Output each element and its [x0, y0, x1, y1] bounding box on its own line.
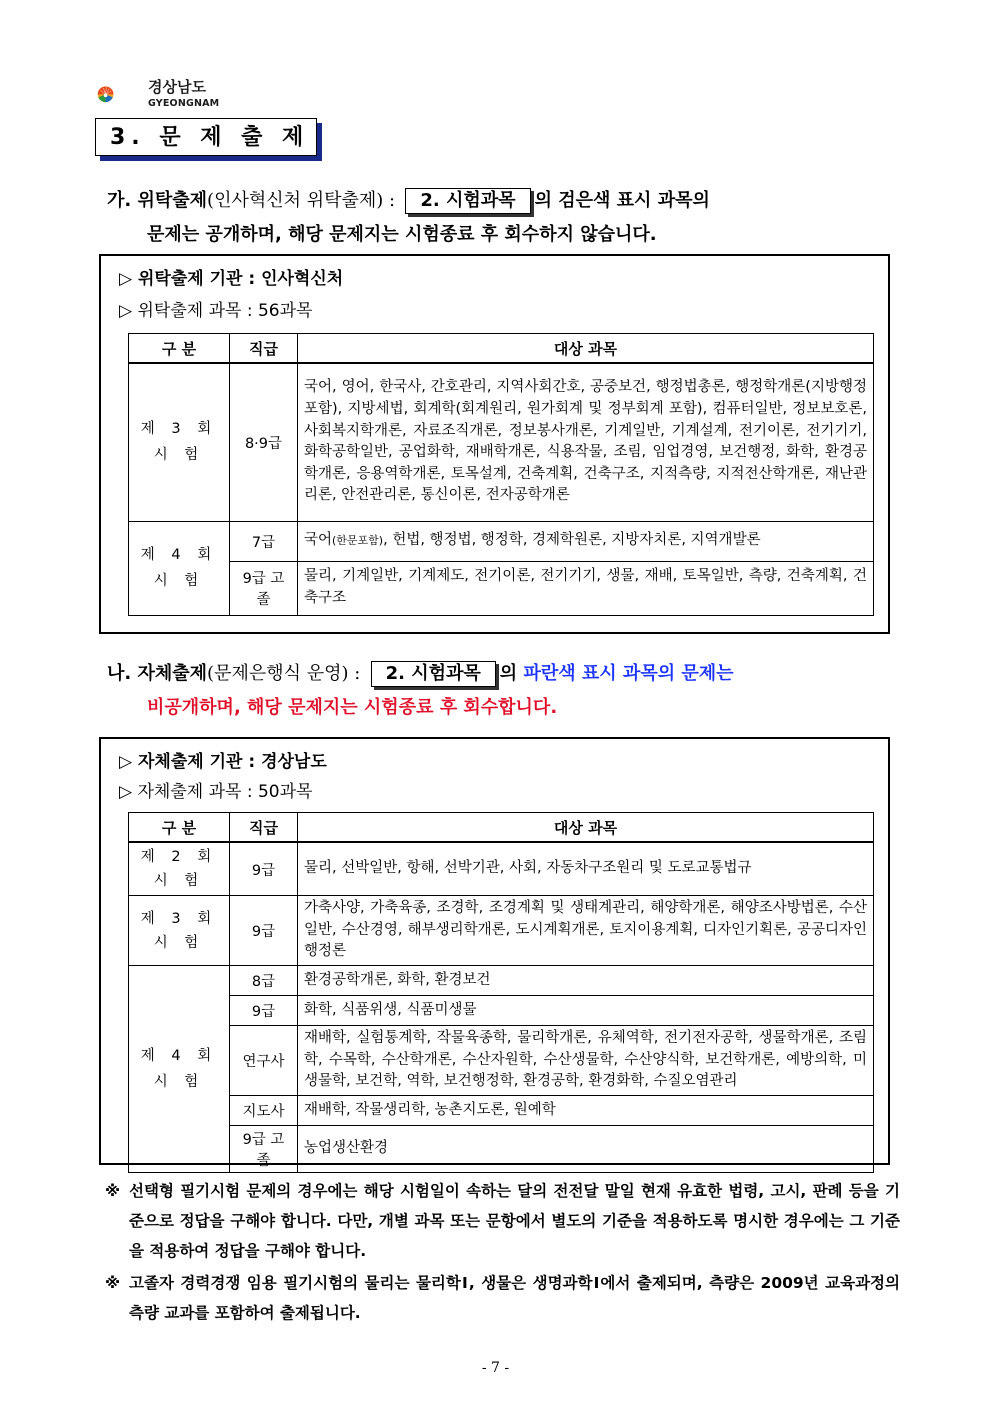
- subjects-cell: 가축사양, 가축육종, 조경학, 조경계획 및 생태계관리, 해양학개론, 해양조사방법론, 수산일반, 수산경영, 해부생리학개론, 도시계획개론, 토지이용계획, 디자인기획론, 공공디자인행정론: [298, 896, 874, 966]
- section-a-frame: [99, 254, 890, 634]
- grade-cell: 8·9급: [230, 363, 298, 521]
- logo-text-english: GYEONGNAM: [148, 98, 220, 109]
- page-number: - 7 -: [481, 1360, 510, 1376]
- section-b-frame: [99, 737, 890, 1169]
- group-cell: 제 4 회 시 험: [129, 521, 230, 615]
- section-b-subject-box: 2. 시험과목: [371, 661, 496, 687]
- subject-text: , 헌법, 행정법, 행정학, 경제학원론, 지방자치론, 지역개발론: [383, 532, 761, 549]
- note-mark: ※: [105, 1274, 121, 1292]
- grade-cell: 지도사: [230, 1096, 298, 1126]
- grade-cell: 8급: [230, 966, 298, 996]
- grade-cell: 9급 고졸: [230, 1126, 298, 1173]
- section-a-count: ▷ 위탁출제 과목 : 56과목: [119, 301, 313, 321]
- subjects-cell: 화학, 식품위생, 식품미생물: [298, 996, 874, 1026]
- group-cell: 제 2 회 시 험: [129, 842, 230, 896]
- table-row: [129, 521, 874, 561]
- subjects-cell: 물리, 기계일반, 기계제도, 전기이론, 전기기기, 생물, 재배, 토목일반, 측량, 건축계획, 건축구조: [298, 561, 874, 615]
- header-subjects: 대상 과목: [298, 813, 874, 843]
- group-cell: 제 4 회 시 험: [129, 966, 230, 1173]
- section-a-agency: ▷ 위탁출제 기관 : 인사혁신처: [119, 269, 344, 289]
- header-division: 구 분: [129, 813, 230, 843]
- table-row: [129, 1096, 874, 1126]
- table-row: [129, 1026, 874, 1096]
- section-a-paren: (인사혁신처 위탁출제) :: [207, 190, 396, 211]
- grade-cell: 9급: [230, 996, 298, 1026]
- section-b-line2: 비공개하며, 해당 문제지는 시험종료 후 회수합니다.: [147, 697, 558, 718]
- header-grade: 직급: [230, 334, 298, 364]
- note-text: 선택형 필기시험 문제의 경우에는 해당 시험일이 속하는 달의 전전달 말일 현재 유효한 법령, 고시, 판례 등을 기준으로 정답을 구해야 합니다. 다만, 개별 과목 또는 문항에서 별도의 기준을 적용하도록 명시한 경우에는 그 기준을 적용하여 정답을 구해야 합니다.: [129, 1182, 900, 1260]
- table-row: [129, 896, 874, 966]
- header-division: 구 분: [129, 334, 230, 364]
- table-row: [129, 1126, 874, 1173]
- section-b-heading: [107, 657, 897, 725]
- subject-text: 국어: [304, 532, 333, 549]
- group-cell: 제 3 회 시 험: [129, 363, 230, 521]
- section-a-after-box: 의 검은색 표시 과목의: [534, 190, 710, 211]
- grade-cell: 9급: [230, 842, 298, 896]
- section-b-table: [128, 812, 874, 1173]
- header-subjects: 대상 과목: [298, 334, 874, 364]
- subjects-cell: 환경공학개론, 화학, 환경보건: [298, 966, 874, 996]
- logo-text-korean: 경상남도: [148, 78, 206, 96]
- note-text: 고졸자 경력경쟁 임용 필기시험의 물리는 물리학Ⅰ, 생물은 생명과학Ⅰ에서 출제되며, 측량은 2009년 교육과정의 측량 교과를 포함하여 출제됩니다.: [129, 1274, 900, 1322]
- section-title: 3. 문 제 출 제: [95, 118, 317, 156]
- subjects-cell: 재배학, 작물생리학, 농촌지도론, 원예학: [298, 1096, 874, 1126]
- section-b-prefix: 나. 자체출제: [107, 663, 208, 684]
- subjects-cell: [298, 521, 874, 561]
- section-b-paren: (문제은행식 운영) :: [207, 663, 361, 684]
- section-a-prefix: 가. 위탁출제: [107, 190, 208, 211]
- note-mark: ※: [105, 1182, 121, 1200]
- table-row: [129, 966, 874, 996]
- group-cell: 제 3 회 시 험: [129, 896, 230, 966]
- gyeongnam-logo-icon: [97, 70, 147, 118]
- note-1: [105, 1176, 900, 1266]
- header-grade: 직급: [230, 813, 298, 843]
- grade-cell: 9급 고졸: [230, 561, 298, 615]
- table-row: [129, 842, 874, 896]
- subjects-cell: 물리, 선박일반, 항해, 선박기관, 사회, 자동차구조원리 및 도로교통법규: [298, 842, 874, 896]
- section-b-agency: ▷ 자체출제 기관 : 경상남도: [119, 752, 327, 772]
- table-row: [129, 561, 874, 615]
- section-a-subject-box: 2. 시험과목: [405, 188, 530, 214]
- section-a-table: [128, 333, 874, 616]
- section-b-count: ▷ 자체출제 과목 : 50과목: [119, 782, 313, 802]
- section-a-heading: [107, 184, 897, 252]
- subjects-cell: 국어, 영어, 한국사, 간호관리, 지역사회간호, 공중보건, 행정법총론, 행정학개론(지방행정 포함), 지방세법, 회계학(회계원리, 원가회계 및 정부회계 포함), 컴퓨터일반, 정보보호론, 사회복지학개론, 자료조직개론, 정보봉사개론, 기계일반, 기계설계, 전기이론, 전기기기, 화학공학일반, 공업화학, 재배학개론, 식용작물, 조림, 임업경영, 보건행정, 화학, 환경공학개론, 응용역학개론, 토목설계, 건축계획, 건축구조, 지적측량, 지적전산학개론, 재난관리론, 안전관리론, 통신이론, 전자공학개론: [298, 363, 874, 521]
- table-row: [129, 363, 874, 521]
- section-b-after-box: 의: [499, 663, 524, 684]
- grade-cell: 연구사: [230, 1026, 298, 1096]
- subjects-cell: 재배학, 실험통계학, 작물육종학, 물리학개론, 유체역학, 전기전자공학, 생물학개론, 조림학, 수목학, 수산학개론, 수산자원학, 수산생물학, 수산양식학, 보건학개론, 예방의학, 미생물학, 보건학, 역학, 보건행정학, 환경공학, 환경화학, 수질오염관리: [298, 1026, 874, 1096]
- section-b-blue-text: 파란색 표시 과목의 문제는: [523, 663, 734, 684]
- table-row: [129, 996, 874, 1026]
- grade-cell: 9급: [230, 896, 298, 966]
- note-2: [105, 1268, 900, 1328]
- subjects-cell: 농업생산환경: [298, 1126, 874, 1173]
- grade-cell: 7급: [230, 521, 298, 561]
- subject-small-text: (한문포함): [332, 534, 384, 548]
- section-a-line2: 문제는 공개하며, 해당 문제지는 시험종료 후 회수하지 않습니다.: [147, 224, 657, 245]
